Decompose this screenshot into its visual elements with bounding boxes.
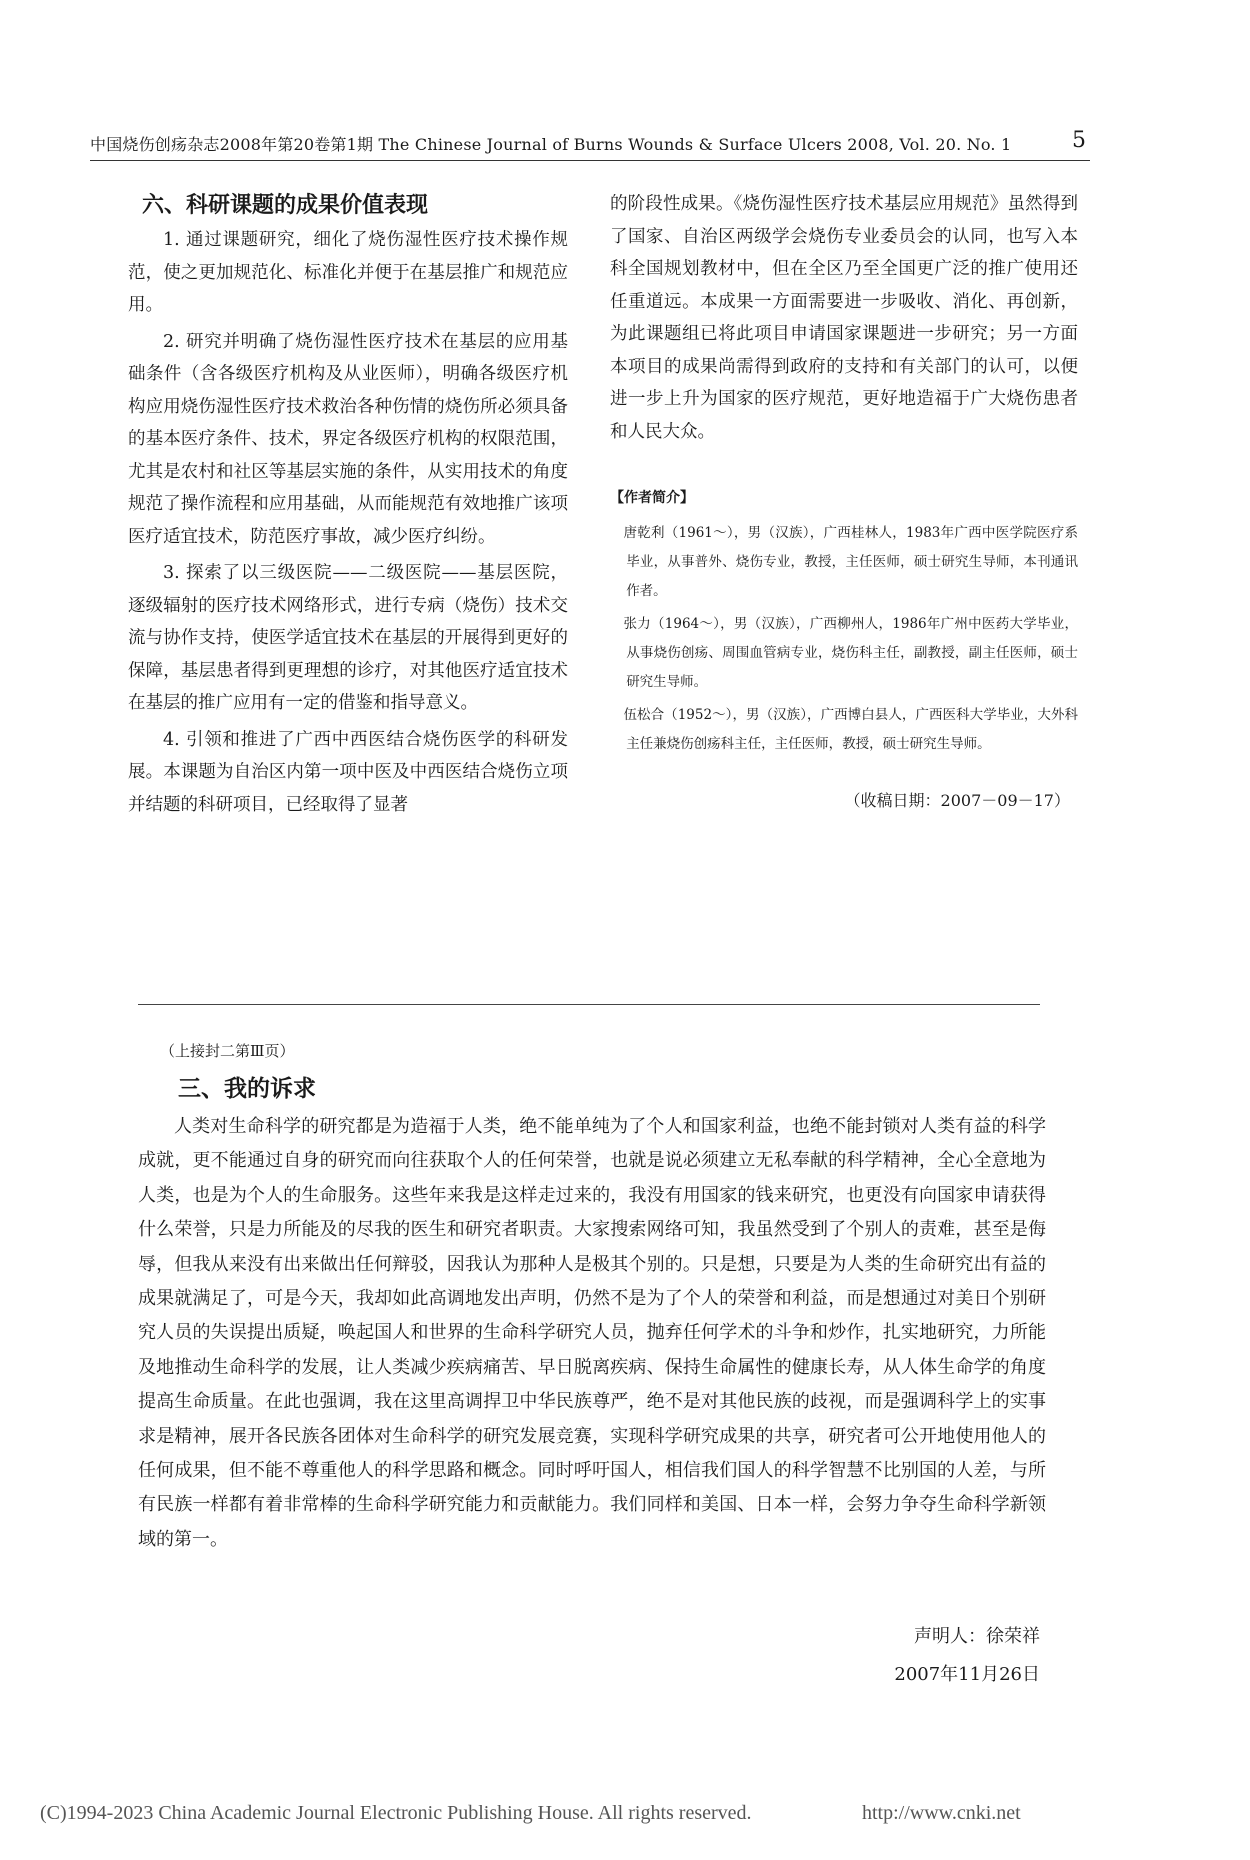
continued-from-note: （上接封二第Ⅲ页） <box>160 1042 295 1060</box>
author-bio-block <box>610 484 1078 759</box>
section3-body: 人类对生命科学的研究都是为造福于人类，绝不能单纯为了个人和国家利益，也绝不能封锁对人类有益的科学成就，更不能通过自身的研究而向往获取个人的任何荣誉，也就是说必须建立无私奉献的科学精神，全心全意地为人类，也是为个人的生命服务。这些年来我是这样走过来的，我没有用国家的钱来研究，也更没有向国家申请获得什么荣誉，只是力所能及的尽我的医生和研究者职责。大家搜索网络可知，我虽然受到了个别人的责难，甚至是侮辱，但我从来没有出来做出任何辩驳，因我认为那种人是极其个别的。只是想，只要是为人类的生命研究出有益的成果就满足了，可是今天，我却如此高调地发出声明，仍然不是为了个人的荣誉和利益，而是想通过对美日个别研究人员的失误提出质疑，唤起国人和世界的生命科学研究人员，抛弃任何学术的斗争和炒作，扎实地研究，力所能及地推动生命科学的发展，让人类减少疾病痛苦、早日脱离疾病、保持生命属性的健康长寿，从人体生命学的角度提高生命质量。在此也强调，我在这里高调捍卫中华民族尊严，绝不是对其他民族的歧视，而是强调科学上的实事求是精神，展开各民族各团体对生命科学的研究发展竞赛，实现科学研究成果的共享，研究者可公开地使用他人的任何成果，但不能不尊重他人的科学思路和概念。同时呼吁国人，相信我们国人的科学智慧不比别国的人差，与所有民族一样都有着非常棒的生命科学研究能力和贡献能力。我们同样和美国、日本一样，会努力争夺生命科学新领域的第一。 <box>138 1116 1046 1550</box>
right-column <box>610 188 1078 818</box>
section3-heading: 三、我的诉求 <box>178 1076 316 1102</box>
footer-url: http://www.cnki.net <box>862 1802 1021 1824</box>
section6-heading: 六、科研课题的成果价值表现 <box>142 193 429 218</box>
section6-paragraph-4-continued: 的阶段性成果。《烧伤湿性医疗技术基层应用规范》虽然得到了国家、自治区两级学会烧伤专业委员会的认同，也写入本科全国规划教材中，但在全区乃至全国更广泛的推广使用还任重道远。本成果一方面需要进一步吸收、消化、再创新，为此课题组已将此项目申请国家课题进一步研究；另一方面本项目的成果尚需得到政府的支持和有关部门的认可，以便进一步上升为国家的医疗规范，更好地造福于广大烧伤患者和人民大众。 <box>610 194 1078 442</box>
running-header: 中国烧伤创疡杂志2008年第20卷第1期 The Chinese Journal of Burns Wounds & Surface Ulcers 2008, Vol. 20. No. 1 <box>90 135 1012 154</box>
section6-paragraph-4: 4. 引领和推进了广西中西医结合烧伤医学的科研发展。本课题为自治区内第一项中医及中西医结合烧伤立项并结题的科研项目，已经取得了显著 <box>128 729 568 815</box>
signature-date: 2007年11月26日 <box>894 1664 1040 1685</box>
section6-paragraph-1: 1. 通过课题研究，细化了烧伤湿性医疗技术操作规范，使之更加规范化、标准化并便于在基层推广和规范应用。 <box>128 230 568 315</box>
received-date: （收稿日期：2007－09－17） <box>844 791 1070 810</box>
section6-paragraph-3: 3. 探索了以三级医院——二级医院——基层医院，逐级辐射的医疗技术网络形式，进行专病（烧伤）技术交流与协作支持，使医学适宜技术在基层的开展得到更好的保障，基层患者得到更理想的诊疗，对其他医疗适宜技术在基层的推广应用有一定的借鉴和指导意义。 <box>128 563 568 713</box>
footer-copyright: (C)1994-2023 China Academic Journal Electronic Publishing House. All rights reserved. <box>40 1802 752 1824</box>
signature: 声明人：徐荣祥 <box>914 1626 1040 1647</box>
author-bio-item: 伍松合（1952～），男（汉族），广西博白县人，广西医科大学毕业，大外科主任兼烧伤创疡科主任，主任医师，教授，硕士研究生导师。 <box>623 707 1078 752</box>
author-bio-heading: 【作者简介】 <box>610 490 694 506</box>
page-number: 5 <box>1072 128 1086 153</box>
author-bio-item: 唐乾利（1961～），男（汉族），广西桂林人，1983年广西中医学院医疗系毕业，从事普外、烧伤专业，教授，主任医师，硕士研究生导师，本刊通讯作者。 <box>623 525 1078 599</box>
header-rule <box>90 160 1090 161</box>
section-divider <box>138 1004 1040 1005</box>
left-column <box>128 188 568 821</box>
author-bio-item: 张力（1964～），男（汉族），广西柳州人，1986年广州中医药大学毕业，从事烧伤创疡、周围血管病专业，烧伤科主任，副教授，副主任医师，硕士研究生导师。 <box>623 616 1078 690</box>
section6-paragraph-2: 2. 研究并明确了烧伤湿性医疗技术在基层的应用基础条件（含各级医疗机构及从业医师），明确各级医疗机构应用烧伤湿性医疗技术救治各种伤情的烧伤所必须具备的基本医疗条件、技术，界定各级医疗机构的权限范围，尤其是农村和社区等基层实施的条件，从实用技术的角度规范了操作流程和应用基础，从而能规范有效地推广该项医疗适宜技术，防范医疗事故，减少医疗纠纷。 <box>128 331 568 547</box>
